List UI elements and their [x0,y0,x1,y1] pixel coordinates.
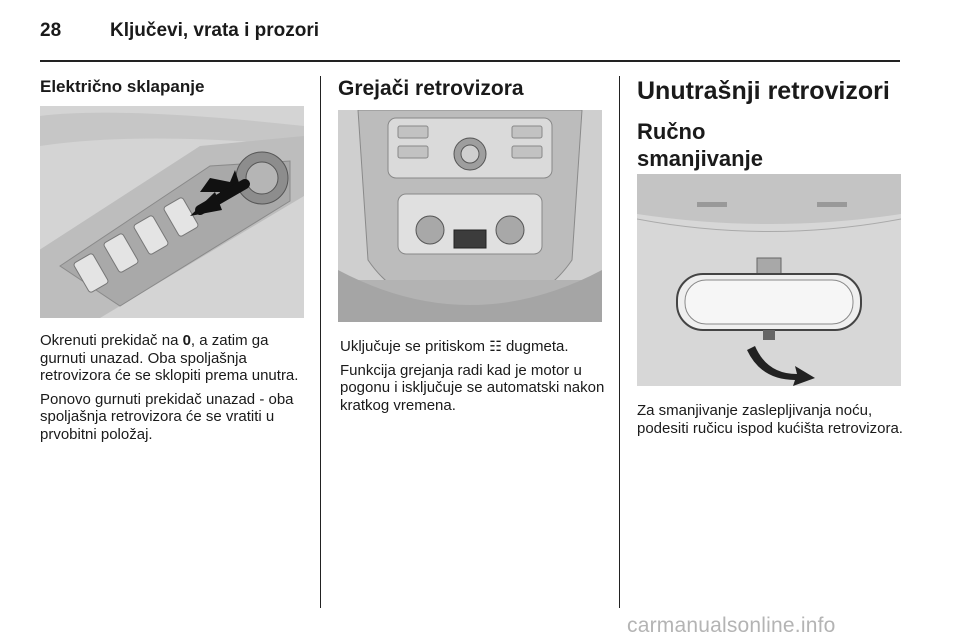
column-divider-2 [619,76,620,608]
section-heading-mirror-heaters: Grejači retrovizora [338,77,524,100]
instruction-fold-mirrors [40,332,308,385]
column3-text [637,402,903,437]
center-console-drawing [338,110,602,322]
rear-window-heater-icon: ☷ [489,338,502,354]
column-electric-folding [40,76,305,98]
switch-position-value: 0 [182,332,191,349]
watermark-text: carmanualsonline.info [627,614,836,637]
subheading-manual-antidazzle: Ručno smanjivanje [637,119,763,171]
column-mirror-heaters [338,76,603,102]
section-heading-electric-folding: Električno sklapanje [40,77,205,96]
text-segment: Okrenuti prekidač na [40,332,183,349]
instruction-activate-heater [340,338,606,356]
door-switch-drawing [40,106,304,318]
column1-text [40,332,308,443]
interior-mirror-drawing [637,174,901,386]
center-console-illustration [338,110,602,322]
text-segment: dugmeta. [501,338,569,355]
section-heading-interior-mirrors: Unutrašnji retrovizori [637,77,890,105]
instruction-antidazzle: Za smanjivanje zaslepljivanja noću, podesiti ručicu ispod kućišta retrovizora. [637,402,903,437]
text-segment: , a zatim ga gurnuti unazad. Oba spoljašnja retrovizora će se sklopiti prema unutra. [40,332,299,384]
interior-mirror-illustration [637,174,901,386]
page-header [40,20,900,46]
instruction-unfold-mirrors: Ponovo gurnuti prekidač unazad - oba spoljašnja retrovizora će se vratiti u prvobitni položaj. [40,390,294,443]
text-segment: Uključuje se pritiskom [340,338,490,355]
column-divider-1 [320,76,321,608]
door-switch-illustration [40,106,304,318]
heater-function-description: Funkcija grejanja radi kad je motor u pogonu i isključuje se automatski nakon kratkog vremena. [340,361,605,414]
header-divider [40,60,900,62]
page-title: Ključevi, vrata i prozori [110,20,320,41]
column2-text [340,338,606,414]
page-number: 28 [40,20,62,41]
